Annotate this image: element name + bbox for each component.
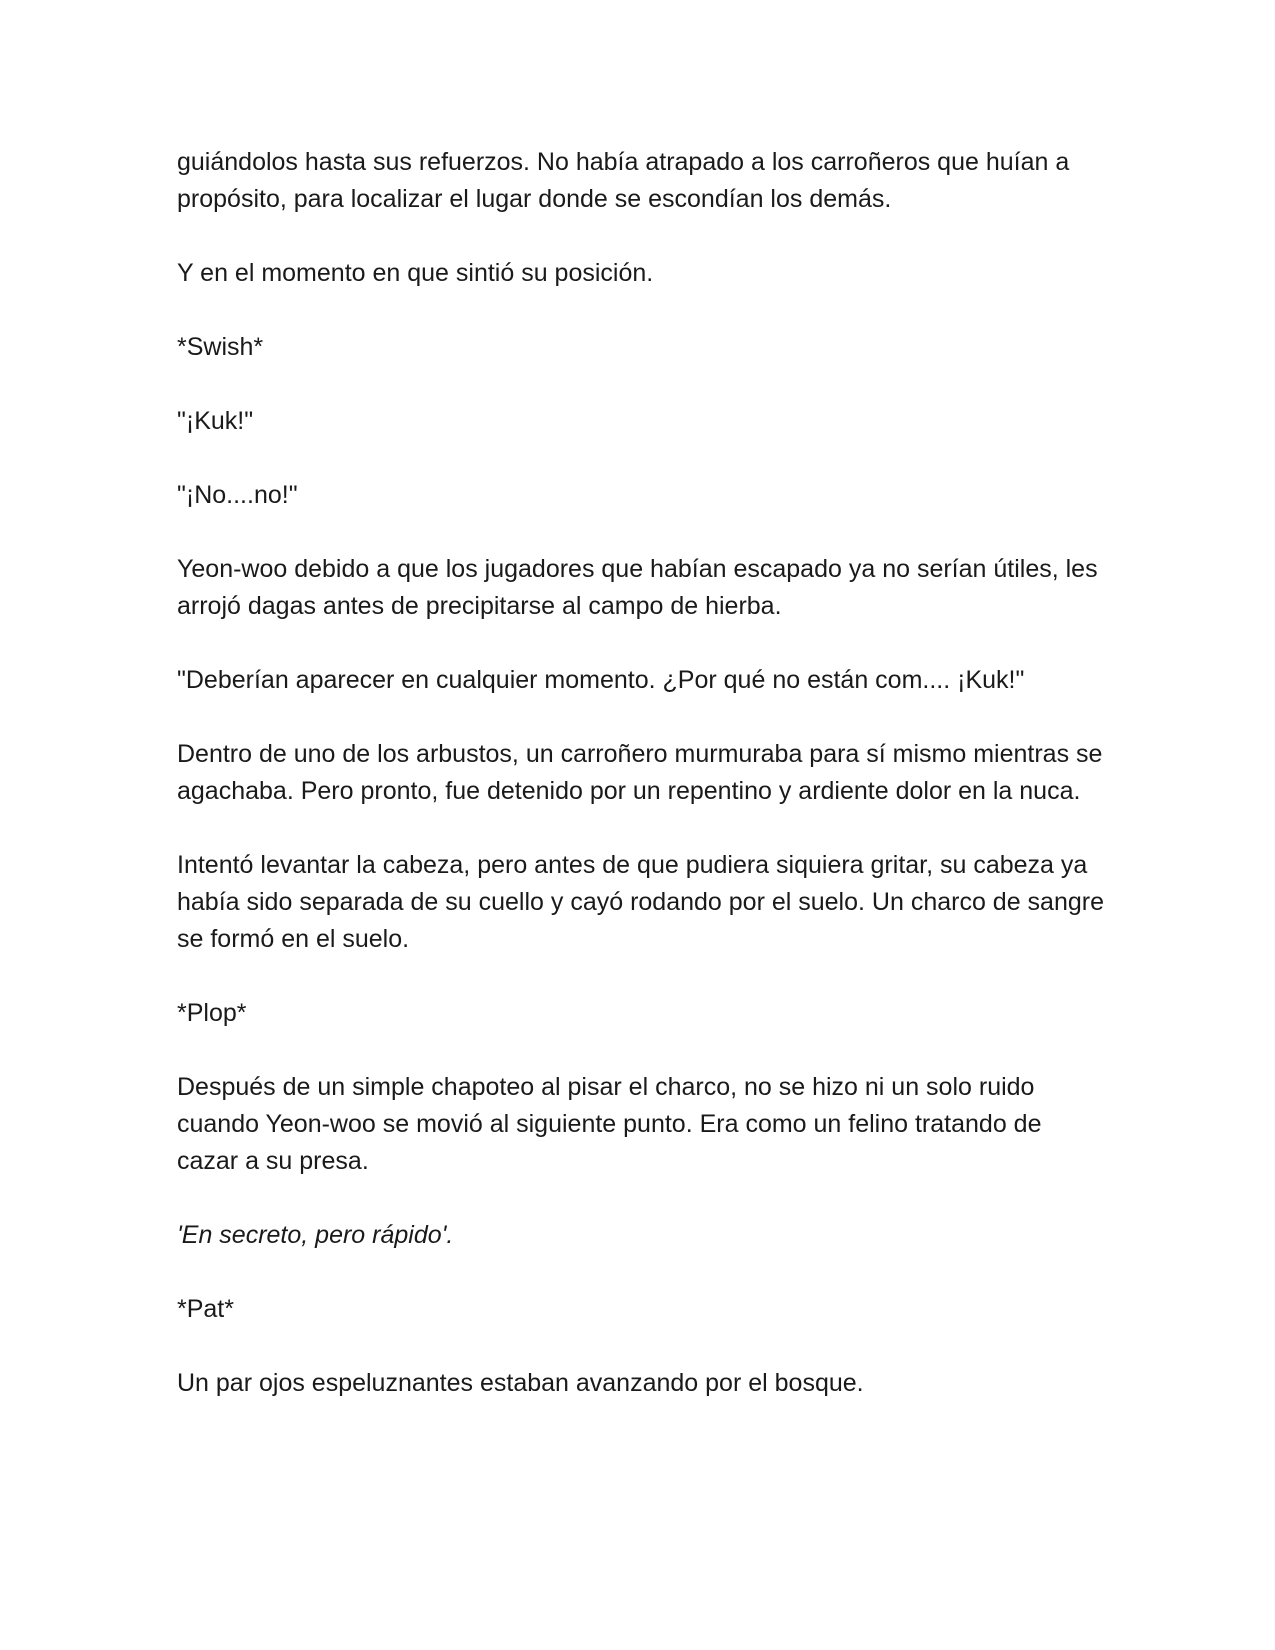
dialogue-deberian: "Deberían aparecer en cualquier momento. ¿Por qué no están com.... ¡Kuk!": [177, 666, 1025, 694]
paragraph-ojos: Un par ojos espeluznantes estaban avanzando por el bosque.: [177, 1369, 864, 1397]
document-body: [177, 144, 1107, 1402]
paragraph-2: Y en el momento en que sintió su posición.: [177, 259, 654, 287]
dialogue-no: "¡No....no!": [177, 481, 298, 509]
paragraph-despues: Después de un simple chapoteo al pisar el charco, no se hizo ni un solo ruido cuando Yeon-woo se movió al siguiente punto. Era como un felino tratando de cazar a su presa.: [177, 1073, 1042, 1175]
sound-effect-plop: *Plop*: [177, 999, 247, 1027]
paragraph-yeon-woo-daggers: Yeon-woo debido a que los jugadores que habían escapado ya no serían útiles, les arrojó dagas antes de precipitarse al campo de hierba.: [177, 555, 1098, 620]
paragraph-1: guiándolos hasta sus refuerzos. No había atrapado a los carroñeros que huían a propósito, para localizar el lugar donde se escondían los demás.: [177, 148, 1070, 213]
paragraph-arbustos: Dentro de uno de los arbustos, un carroñero murmuraba para sí mismo mientras se agachaba. Pero pronto, fue detenido por un repentino y ardiente dolor en la nuca.: [177, 740, 1103, 805]
dialogue-kuk: "¡Kuk!": [177, 407, 254, 435]
paragraph-intento: Intentó levantar la cabeza, pero antes de que pudiera siquiera gritar, su cabeza ya había sido separada de su cuello y cayó rodando por el suelo. Un charco de sangre se formó en el suelo.: [177, 851, 1104, 953]
sound-effect-pat: *Pat*: [177, 1295, 234, 1323]
sound-effect-swish: *Swish*: [177, 333, 264, 361]
thought-en-secreto: 'En secreto, pero rápido'.: [177, 1221, 454, 1249]
